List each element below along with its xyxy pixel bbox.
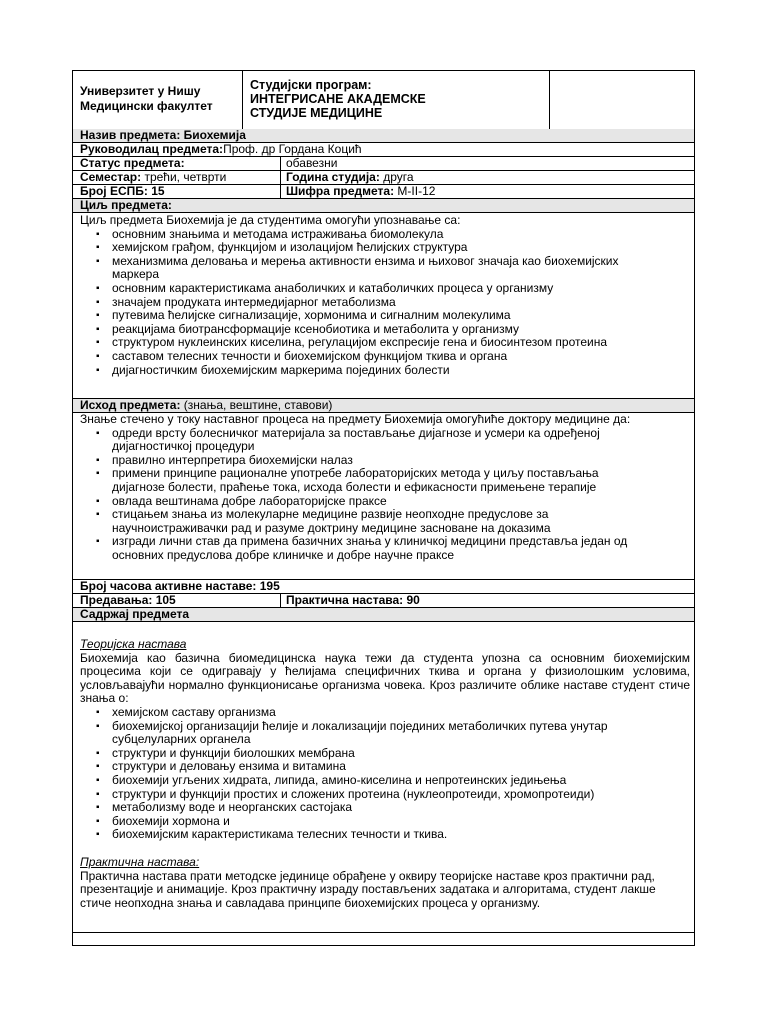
outcome-title: Исход предмета: [80, 398, 181, 412]
year-value: друга [379, 170, 414, 184]
list-item: ▪ реакцијама биотрансформације ксенобиотика и метаболита у организму [80, 323, 694, 337]
goal-list [80, 228, 694, 378]
list-item: ▪ правилно интерпретира биохемијски налаз [80, 454, 694, 468]
list-item: ▪ биохемијској организацији ћелије и локализацији појединих метаболичких путева унутар субцелуларних органела [80, 720, 694, 747]
list-item: ▪ структури и функцији биолошких мембрана [80, 747, 694, 761]
semester-label: Семестар: [80, 170, 142, 184]
faculty-name: Медицински факултет [80, 99, 213, 113]
list-item: ▪ овлада вештинама добре лабораторијске праксе [80, 495, 694, 509]
leader-row [73, 143, 694, 157]
list-item: ▪ структури и деловању ензима и витамина [80, 760, 694, 774]
institution-cell [73, 71, 243, 129]
list-item: ▪ структури и функцији простих и сложених протеина (нуклеопротеиди, хромопротеиди) [80, 788, 694, 802]
program-cell [243, 71, 550, 129]
outcome-intro: Знање стечено у току наставног процеса на предмету Биохемија омогућиће доктору медицине да: [80, 412, 631, 426]
semester-row [73, 171, 694, 185]
course-syllabus-table [72, 70, 695, 946]
active-hours-row [73, 580, 694, 594]
outcome-section [73, 413, 694, 580]
theory-text: Биохемија као базична биомедицинска наука тежи да студента упозна са основним биохемијским процесима који се одигравају у ћелијама специфичних ткива и органа у физиолошким условима, условљавајући нормално функционисање организма човека. Кроз различите облике наставе студент стиче знања о: [80, 650, 690, 706]
status-label: Статус предмета: [80, 156, 185, 170]
list-item: ▪ примени принципе рационалне употребе лабораторијских метода у циљу постављања дијагнозе болести, праћење тока, исхода болести и ефикасности примењене терапије [80, 467, 694, 494]
content-section [73, 622, 694, 932]
subject-row [73, 129, 694, 143]
year-label: Година студија: [286, 170, 380, 184]
status-cell [280, 157, 694, 171]
ects-row [73, 185, 694, 199]
theory-list [80, 706, 694, 842]
theory-title: Теоријска настава [80, 637, 187, 651]
outcome-title-row [73, 399, 694, 413]
ects-label: Број ЕСПБ: 15 [80, 184, 165, 198]
leader-value: Проф. др Гордана Коцић [223, 142, 362, 156]
empty-row [73, 932, 694, 946]
list-item: ▪ структуром нуклеинских киселина, регулацијом експресије гена и биосинтезом протеина [80, 336, 694, 350]
list-item: ▪ метаболизму воде и неорганских састојака [80, 801, 694, 815]
year-cell [280, 171, 694, 185]
list-item: ▪ хемијском саставу организма [80, 706, 694, 720]
outcome-title-suffix: (знања, вештине, ставови) [180, 398, 333, 412]
list-item: ▪ основним знањима и методама истраживања биомолекула [80, 228, 694, 242]
goal-intro: Циљ предмета Биохемија је да студентима омогући упознавање са: [80, 213, 461, 227]
status-row [73, 157, 694, 171]
list-item: ▪ механизмима деловања и мерења активности ензима и њиховог значаја као биохемијских маркера [80, 255, 694, 282]
goal-title-row [73, 199, 694, 213]
list-item: ▪ хемијском грађом, функцијом и изолацијом ћелијских структура [80, 241, 694, 255]
list-item: ▪ одреди врсту болесничког материјала за постављање дијагнозе и усмери ка одређеној дијагностичкој процедури [80, 427, 694, 454]
list-item: ▪ изгради лични став да примена базичних знања у клиничкој медицини представља један од основних предуслова добре клиничке и добре научне праксе [80, 535, 694, 562]
status-value: обавезни [286, 156, 338, 170]
goal-title: Циљ предмета: [80, 198, 172, 212]
outcome-list [80, 427, 694, 563]
list-item: ▪ стицањем знања из молекуларне медицине развије неопходне предуслове за научноистраживачки рад и разуме доктрину медицине засноване на доказима [80, 508, 694, 535]
program-name-line1: ИНТЕГРИСАНЕ АКАДЕМСКЕ [250, 92, 426, 106]
list-item: ▪ биохемији угљених хидрата, липида, амино-киселина и непротеинских једињења [80, 774, 694, 788]
logo-cell [550, 71, 694, 129]
semester-value: трећи, четврти [141, 170, 227, 184]
leader-label: Руководилац предмета: [80, 142, 224, 156]
list-item: ▪ саставом телесних течности и биохемијском функцијом ткива и органа [80, 350, 694, 364]
list-item: ▪ путевима ћелијске сигнализације, хормонима и сигналним молекулима [80, 309, 694, 323]
practical-text: Практична настава прати методске јединице обрађене у оквиру теоријске наставе кроз практични рад, презентације и анимације. Кроз практичну израду постављених задатака и алгоритама, студент лакше стиче неопходна знања и савладава принципе биохемијских процеса у организму. [80, 868, 656, 910]
subject-label: Назив предмета: Биохемија [80, 128, 246, 142]
goal-section [73, 214, 694, 399]
program-name-line2: СТУДИЈЕ МЕДИЦИНЕ [250, 106, 383, 120]
code-label: Шифра предмета: [286, 184, 395, 198]
lectures-row [73, 594, 694, 608]
list-item: ▪ биохемијским карактеристикама телесних течности и ткива. [80, 828, 694, 842]
code-value: М-II-12 [394, 184, 436, 198]
practical-hours: Практична настава: 90 [286, 593, 420, 607]
active-hours: Број часова активне наставе: 195 [80, 579, 280, 593]
header-row [73, 71, 694, 130]
practical-title: Практична настава: [80, 854, 200, 869]
content-title: Садржај предмета [80, 607, 190, 621]
code-cell [280, 185, 694, 199]
program-label: Студијски програм: [250, 78, 372, 92]
content-title-row [73, 608, 694, 622]
university-name: Универзитет у Нишу [80, 84, 201, 98]
list-item: ▪ дијагностичким биохемијским маркерима појединих болести [80, 364, 694, 378]
list-item: ▪ основним карактеристикама анаболичких и катаболичких процеса у организму [80, 282, 694, 296]
practical-hours-cell [280, 594, 694, 608]
list-item: ▪ значајем продуката интермедијарног метаболизма [80, 296, 694, 310]
lectures-hours: Предавања: 105 [80, 593, 176, 607]
list-item: ▪ биохемији хормона и [80, 815, 694, 829]
